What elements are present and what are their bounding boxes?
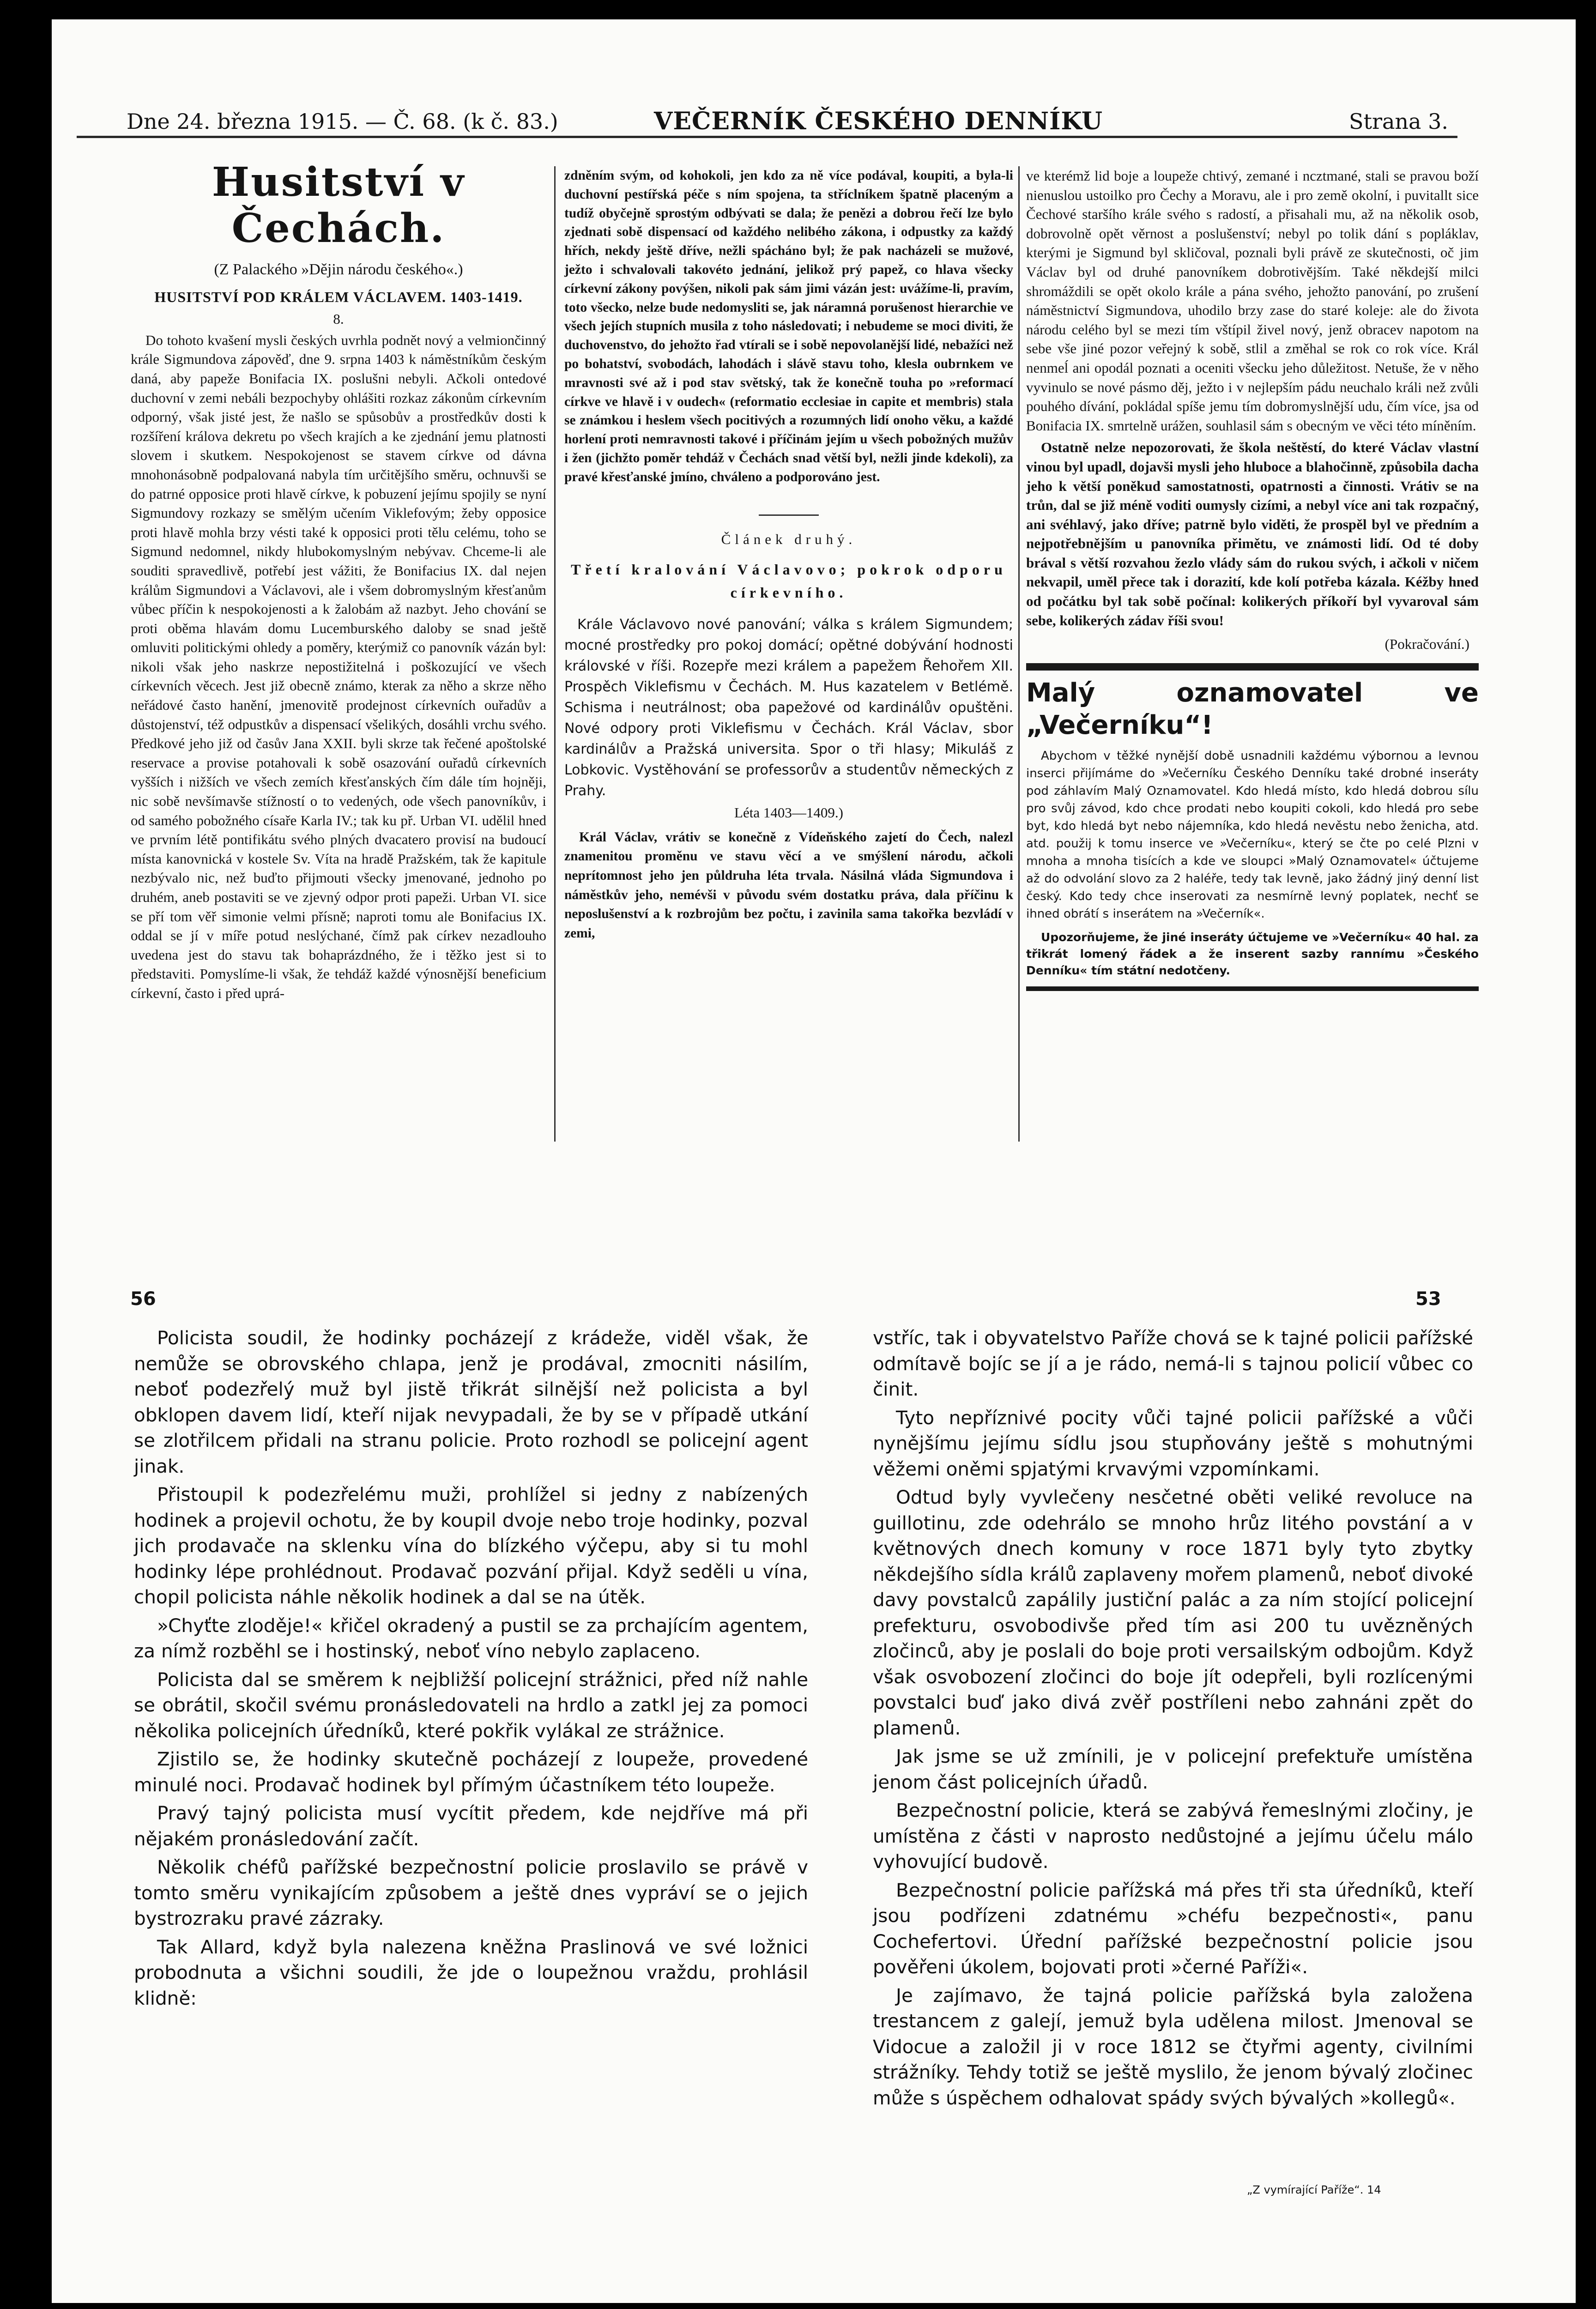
part-number: 8. <box>333 311 344 327</box>
chapter-summary: Krále Václavovo nové panování; válka s králem Sigmundem; mocné prostředky pro pokoj domácí; opětné dobývání hodnosti královské v říši. Rozepře mezi králem a papežem Řehořem XII. Prospěch Viklefismu v Čechách. M. Hus kazatelem v Betlémě. Schisma i neutrálnost; oba papežové od kardinálův opuštěni. Nové odpory proti Viklefismu v Čechách. Král Václav, sbor kardinálův a Pražská universita. Spor o tři hlasy; Mikuláš z Lobkovic. Vystěhování se professorův a studentův německých z Prahy. <box>564 617 1013 799</box>
ad-rule-bottom <box>1026 986 1479 991</box>
newspaper-title: VEČERNÍK ČESKÉHO DENNÍKU <box>654 107 1103 135</box>
chapter-heading: Článek druhý. <box>721 531 857 547</box>
right-page-number: 53 <box>1415 1288 1441 1310</box>
book-paragraph: Tak Allard, když byla nalezena kněžna Praslinová ve své ložnici probodnuta a všichni soudili, že jde o loupežnou vraždu, prohlásil klidně: <box>134 1935 808 2009</box>
page-label: Strana 3. <box>1349 109 1448 134</box>
book-paragraph: Zjistilo se, že hodinky skutečně pocházejí z loupeže, provedené minulé noci. Prodavač hodinek byl přímým účastníkem této loupeže. <box>134 1748 808 1796</box>
column-3-text-2: Ostatně nelze nepozorovati, že škola neštěstí, do které Václav vlastní vinou byl upadl, dojavši mysli jeho hluboce a blahočinně, způsobila dacha jeho k větší poněkud samostatnosti, opatrnosti a činnosti. Vrátiv se na trůn, dal se již méně voditi oumysly cizími, a nebyl více ani tak rozpačný, ani svéhlavý, jako dříve; patrně bylo viděti, že prospěl byl ve předním a nejpotřebnějším u panovníka přimětu, ve známosti lidí. Od té doby brával s větší rozvahou žezlo vlády sám do rukou svých, i ačkoli v ničem nekvapil, uměl přece tak i dorazití, kde kolí potřeba kázala. Kéžby hned od počátku byl tak sobě počínal: kolikerých příkoří byl vyvaroval sám sebe, kolikerých zádav říši svou! <box>1026 439 1479 629</box>
newspaper-column-1 <box>131 159 546 1003</box>
newspaper-column-3 <box>1026 166 1479 991</box>
chapter-text: Král Václav, vrátiv se konečně z Vídeňského zajetí do Čech, nalezl znamenitou proměnu ve stavu věcí a ve smýšlení národu, ačkoli neprítomnost jeho jen půldruha léta trvala. Násilná vláda Sigmundova i náměstkův jeho, nemévši v původu svém dostatku práva, dala příčinu k neposlušenství a k rozbrojům bez počtu, i zavinila sama takořka bezvládí v zemi, <box>564 829 1013 941</box>
left-page-number: 56 <box>130 1288 156 1310</box>
column-2-text: zdněním svým, od kohokoli, jen kdo za ně více podával, koupiti, a byla-li duchovní pestířská péče s ním spojena, ta stříclníkem špatně placeným a tudíž obyčejně sprostým odbývati se dala; že penězi a dobrou řečí lze bylo zjednati sobě dispensací od každého nelibého zákona, i odpustky za každý hřích, nekdy ještě dříve, nežli spácháno byl; že pak nacházeli se mužové, ježto i schvalovali takovéto jednání, jelikož prý papež, co hlava všecky církevní zákony povýšen, nikoli pak sám jimi vázán jest: uvážíme-li, pravím, toto všecko, nelze bude nedomysliti se, jak náramná porušenost hierarchie ve všech jejích stupních musila z toho následovati; i nebudeme se moci diviti, že duchovenstvo, do jehožto řad vtírali se i sobě nepovolanější lidé, nebažíci než po bohatství, svobodách, lahodách i slávě stavu toho, klesla oubrnkem ve mravnosti své až i pod stav světský, tak že konečně touha po »reformací církve ve hlavě i v oudech« (reformatio ecclesiae in capite et membris) stala se známkou i heslem všech pocitivých a rozumných lidí onoho věku, a každé horlení proti nemravnosti takové i příčinám jejím u všech pobožných mužův i žen (jichžto poměr tehdáž v Čechách snad větší byl, nežli jinde kdekoli), za pravé křesťanské jmíno, chváleno a podporováno jest. <box>564 168 1013 484</box>
ad-rule <box>1026 663 1479 671</box>
column-1-text: Do tohoto kvašení mysli českých uvrhla podnět nový a velmiončinný krále Sigmundova zápověď, dne 9. srpna 1403 k náměstníkům českým daná, aby papeže Bonifacia IX. poslušni nebyli. Ačkoli ontedové duchovní v zemi nebáli bezpochyby ohlášiti rozkaz zákonům církevním odporný, však jisté jest, že našlo se spůsobův a prostředkův dosti k rozšíření králova dekretu po všech krajích a ke zjednání jemu platnosti slovem i skutkem. Nespokojenost se stavem církve od dávna mnohonásobně podpalovaná nabyla tím určitějšího směru, ochnuvši se do patrné opposice proti hlavě církve, k pobuzení jejímu spojily se nyní Sigmundovy rozkazy se smělým učením Viklefovým; žeby opposice proti hlavě mohla brzy vésti také k opposici proti tělu celému, toho se Sigmund nedomnel, nikdy hlubokomyslným nebývav. Chceme-li ale souditi spravedlivě, potřebí jest vážiti, že Bonifacius IX. dal nejen králům Sigmundovi a Václavovi, ale i všem dobromyslným křesťanům vůbec příčin k nespokojenosti a k žalobám až nazbyt. Jeho chování se proti oběma hlavám domu Lucemburského daloby se snad ještě omluviti politickými ohledy a poměry, kterýmiž co panovník vázán byl: nikoli však jeho naskrze nepostižitelná i poškozující ve všech církevních věcech. Jest již obecně známo, kterak za něho a skrze něho neřádové často hanění, jmenovitě prodejnost církevních ouřadův a důstojenství, též odpustkův a dispensací všelikých, dosáhli vrchu svého. Předkové jeho již od časův Jana XXII. byli skrze tak řečené apoštolské reservace a provise potahovali k sobě osazování ouřadů církevních vyšších i nižších ve všech zemích křesťanských čím dále tím hojněji, nic sobě nevšímavše stížností o to vedených, ode všech panovníkův, i od samého pobožného císaře Karla IV.; tak ku př. Urban VI. udělil hned ve prvním létě pontifikátu svého plných dvacatero provisí na budoucí místa kanovnická v kostele Sv. Víta na hradě Pražském, tak že kapitule nezbývalo nic, než buďto přijmouti všecky jmenované, jednoho po druhém, aneb postaviti se ve zjevný odpor proti papeži. Urban VI. sice se pří tom věř simonie velmi přísně; naproti tomu ale Bonifacius IX. oddal se jí v míře potud neslýchané, čímž pak církev nezadlouho uvedena jest do stavu tak bohaprázdného, že i těžko jest si to představiti. Pomyslíme-li však, že tehdáž každé výnosnější beneficium církevní, často i před uprá- <box>131 332 546 1001</box>
newspaper-column-2 <box>564 166 1013 943</box>
ad-note: Upozorňujeme, že jiné inseráty účtujeme ve »Večerníku« 40 hal. za třikrát lomený řádek a že inserent sazby rannímu »Českého Denníku« tím státní nedotčeny. <box>1026 930 1479 977</box>
book-paragraph: Několik chéfů pařížské bezpečnostní policie proslavilo se právě v tomto směru vynikajícím způsobem a ještě dnes vypráví se o jejich bystrozraku pravé zázraky. <box>134 1856 808 1929</box>
book-paragraph: Odtud byly vyvlečeny nesčetné oběti veliké revoluce na guillotinu, zde odehrálo se mnoho hrůz litého povstání a v květnových dnech komuny v roce 1871 byly tyto zbytky někdejšího sídla králů zaplaveny mořem plamenů, neboť divoké davy povstalců zapálily justiční palác a za ním stojící policejní prefekturu, osvobodivše před tím asi 200 tu uvězněných zločinců, aby je poslali do boje proti versailským odbojům. Když však osvobození zločinci do boje jít odepřeli, byli rozlícenými povstalci buď jako divá zvěř postříleni nebo zahnáni zpět do plamenů. <box>873 1486 1473 1739</box>
issue-date: Dne 24. března 1915. — Č. 68. (k č. 83.) <box>127 109 558 134</box>
book-paragraph: Bezpečnostní policie, která se zabývá řemeslnými zločiny, je umístěna z části v naprosto nedůstojné a jejímu účelu málo vyhovující budově. <box>873 1799 1473 1873</box>
book-paragraph: vstříc, tak i obyvatelstvo Paříže chová se k tajné policii pařížské odmítavě bojíc se jí a je rádo, nemá-li s tajnou policií vůbec co činit. <box>873 1327 1473 1400</box>
column-divider <box>554 166 556 1142</box>
separator-line <box>759 514 819 516</box>
book-paragraph: Přistoupil k podezřelému muži, prohlížel si jedny z nabízených hodinek a projevil ochotu, že by koupil dvoje nebo troje hodinky, pozval jich prodavače na sklenku vína do blízkého výčepu, aby si tu mohl hodinky lépe prohlédnout. Prodavač pozvání přijal. Když seděli u vína, chopil policista náhle několik hodinek a dal se na útěk. <box>134 1483 808 1608</box>
book-paragraph: Bezpečnostní policie pařížská má přes tři sta úředníků, kteří jsou podřízeni zdatnému »chéfu bezpečnosti«, panu Cochefertovi. Úřední pařížské bezpečnostní policie jsou pověřeni úkolem, bojovati proti »černé Paříži«. <box>873 1879 1473 1978</box>
column-3-text: ve kterémž lid boje a loupeže chtivý, zemané i ncztmané, stali se pravou boží nienuslou ustoilko pro Čechy a Moravu, ale i pro země okolní, i puvitallt sice Čechové staršího krále svého s radostí, a přisahali mu, až na několik osob, dobrovolně opět věrnost a poslušenství; nebyl po tolik dání s popláklav, kterými je Sigmund byl skličoval, poznali byli právě ze skutečnosti, oč jim Václav byl od druhé panovníkem dobrotivějším. Také někdejší milci shromáždili se opět okolo krále a pána svého, jehožto panování, po zrušení náměstnictví Sigmundova, uhodilo brzy zase do staré koleje: ale do života národu celého byl se mezi tím vštípil živel nový, jenž obracev napotom na sebe vše jiné pozor veřejný k sobě, stlil a změhal se rok co rok více. Král nenmeĺ ani opodál poznati a oceniti všecku jeho důležitost. Netuše, že v něho vyvinulo se nové pásmo děj, ježto i v nejlepším pádu neuchalo králi než zvůli pouhého dívání, pokládal spíše jemu tím dobromyslnější udu, čím více, jsa od Bonifacia IX. smrtelně urážen, souhlasil sám s obecným ve věci této míněním. <box>1026 168 1479 434</box>
book-paragraph: Pravý tajný policista musí vycítit předem, kde nejdříve má při nějakém pronásledování začít. <box>134 1802 808 1850</box>
article-title: Husitství v Čechách. <box>212 159 466 252</box>
newspaper-header <box>77 109 1457 138</box>
book-paragraph: Policista dal se směrem k nejbližší policejní strážnici, před níž nahle se obrátil, skočil svému pronásledovateli na hrdlo a zatkl jej za pomoci několika policejních úředníků, které pokřik vylákal ze strážnice. <box>134 1668 808 1742</box>
book-paragraph: »Chyťte zloděje!« křičel okradený a pustil se za prchajícím agentem, za nímž rozběhl se i hostinský, neboť víno nebylo zaplaceno. <box>134 1614 808 1662</box>
chapter-years: Léta 1403—1409.) <box>734 804 843 821</box>
book-paragraph: Policista soudil, že hodinky pocházejí z krádeže, viděl však, že nemůže se obrovského chlapa, jenž je prodával, zmocniti násilím, neboť podezřelý muž byl jistě třikrát silnější než policista a byl obklopen davem lidí, kteří nijak nevypadali, že by se v případě utkání se zlotřilcem přidali na stranu policie. Proto rozhodl se policejní agent jinak. <box>134 1327 808 1477</box>
book-paragraph: Tyto nepříznivé pocity vůči tajné policii pařížské a vůči nynějšímu jejímu sídlu jsou stupňovány ještě s mohutnými věžemi oněmi spjatými krvavými vzpomínkami. <box>873 1406 1473 1480</box>
section-heading: HUSITSTVÍ POD KRÁLEM VÁCLAVEM. 1403-1419. <box>154 288 523 305</box>
article-source: (Z Palackého »Dějin národu českého«.) <box>214 261 463 278</box>
ad-text: Abychom v těžké nynější době usnadnili každému výbornou a levnou inserci přijímáme do »Večerníku Českého Denníku také drobné inseráty pod záhlavím Malý Oznamovatel. Kdo hledá místo, kdo hledá dobrou sílu pro svůj závod, kdo chce prodati nebo koupiti cokoli, kdo hledá pro sebe byt, kdo hledá byt nebo nájemníka, kdo hledá nevěstu nebo ženicha, atd. atd. použij k tomu inserce ve »Večerníku«, který se čte po celé Plzni v mnoha a mnoha tisících a kde ve sloupci »Malý Oznamovatel« účtujeme až do odvolání slovo za 2 haléře, tedy tak levně, jako žádný jiný denní list český. Kdo tedy chce inserovati za nesmírně levný poplatek, nechť se ihned obrátí s inserátem na »Večerník«. <box>1026 749 1479 921</box>
book-left-page <box>134 1325 808 2014</box>
book-paragraph: Jak jsme se už zmínili, je v policejní prefektuře umístěna jenom část policejních úřadů. <box>873 1745 1473 1793</box>
ad-heading: Malý oznamovatel ve „Večerníku“! <box>1026 677 1479 740</box>
book-paragraph: Je zajímavo, že tajná policie pařížská byla založena trestancem z galejí, jemuž byla udělena milost. Jmenoval se Vidocue a založil ji v roce 1812 se čtyřmi agenty, civilními strážníky. Tehdy totiž se ještě myslilo, že jenom bývalý zločinec může s úspěchem odhalovat spády svých bývalých »kollegů«. <box>873 1984 1473 2109</box>
continuation-note: (Pokračování.) <box>1384 636 1469 653</box>
column-divider <box>1018 166 1020 1142</box>
chapter-title: Třetí kralování Václavovo; pokrok odporu církevního. <box>571 561 1007 601</box>
book-footer: „Z vymírající Paříže“. 14 <box>1247 2183 1381 2196</box>
book-right-page <box>873 1325 1473 2114</box>
